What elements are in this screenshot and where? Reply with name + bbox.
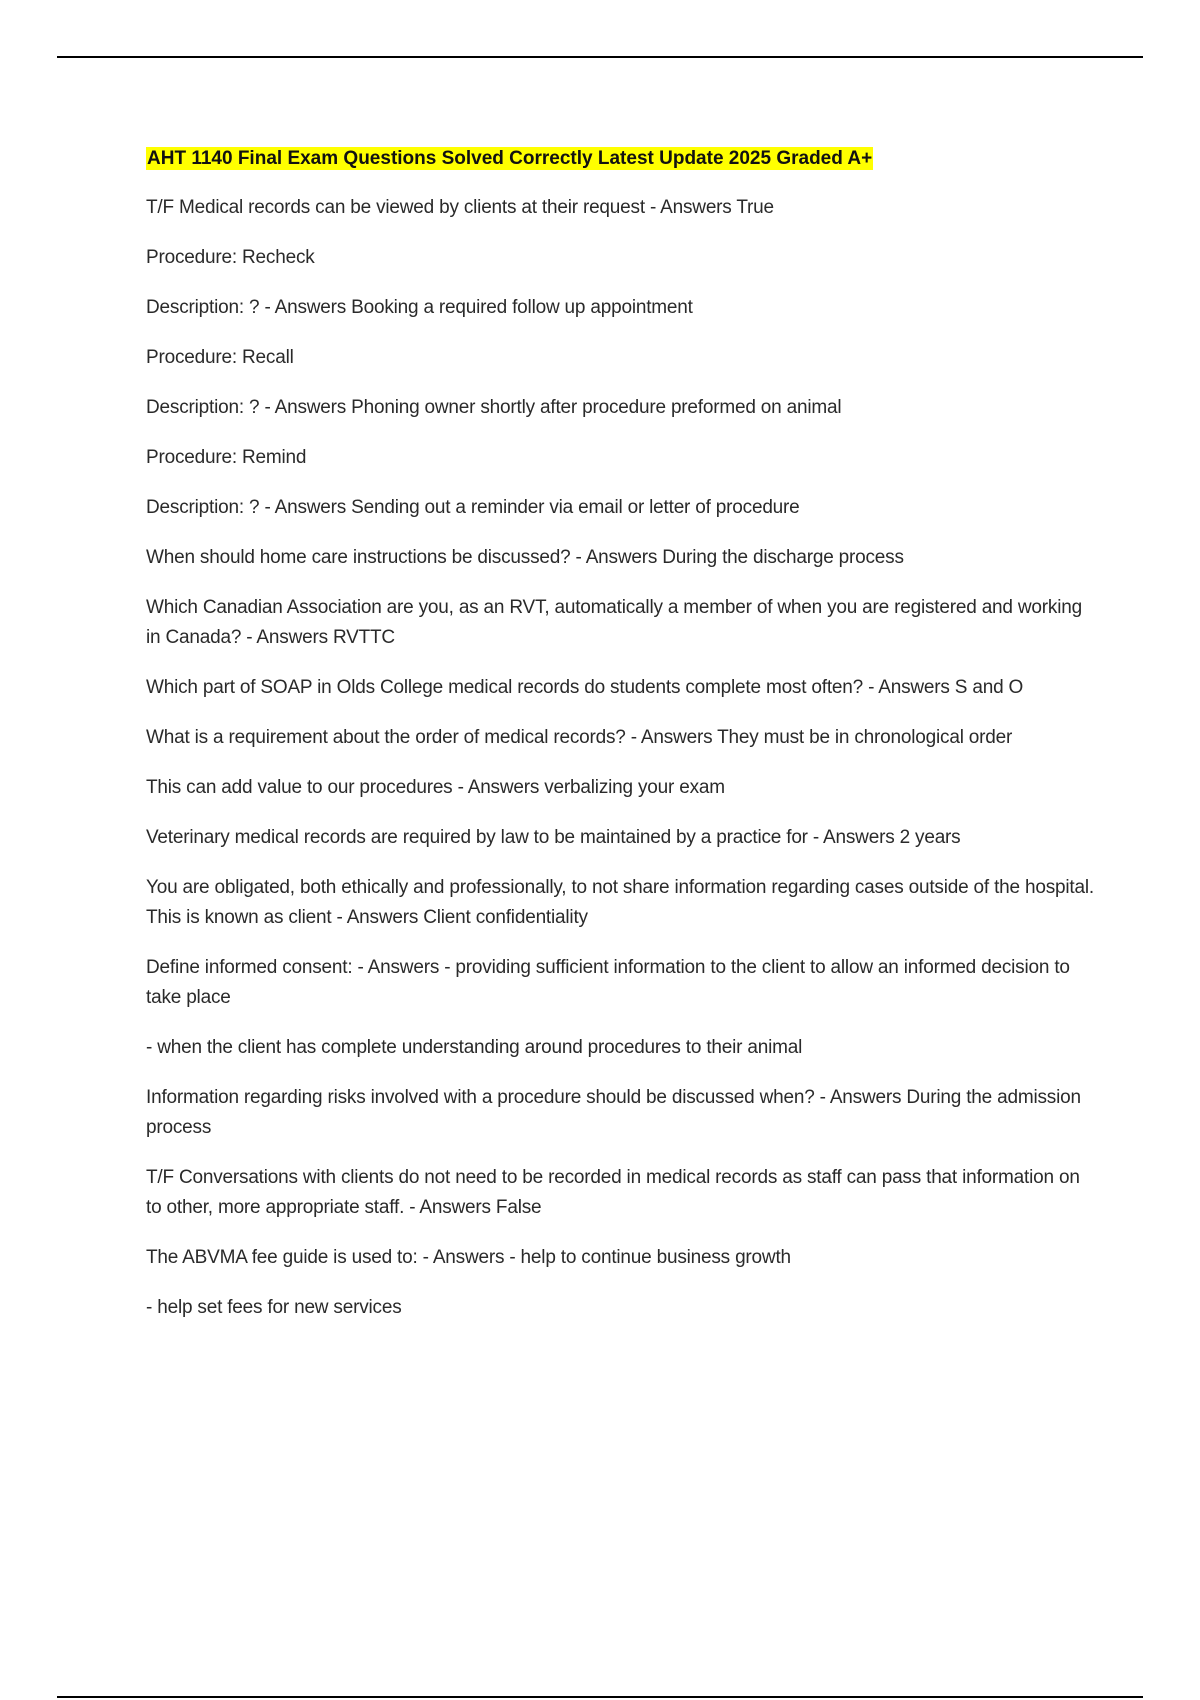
paragraph: Description: ? - Answers Booking a required follow up appointment	[146, 297, 693, 318]
paragraph: Procedure: Recall	[146, 347, 294, 368]
paragraph: Procedure: Recheck	[146, 247, 315, 268]
paragraph: - when the client has complete understanding around procedures to their animal	[146, 1037, 803, 1058]
paragraph: T/F Conversations with clients do not need to be recorded in medical records as staff can pass that information on to other, more appropriate staff. - Answers False	[146, 1167, 1080, 1218]
page-bottom-rule	[57, 1696, 1143, 1698]
document-title	[146, 144, 1096, 174]
paragraph: This can add value to our procedures - Answers verbalizing your exam	[146, 777, 725, 798]
title-highlight: AHT 1140 Final Exam Questions Solved Correctly Latest Update 2025 Graded A+	[147, 148, 873, 169]
paragraph: The ABVMA fee guide is used to: - Answers - help to continue business growth	[146, 1247, 791, 1268]
paragraph: Define informed consent: - Answers - providing sufficient information to the client to allow an informed decision to take place	[146, 957, 1070, 1008]
paragraph: When should home care instructions be discussed? - Answers During the discharge process	[146, 547, 904, 568]
paragraph: - help set fees for new services	[146, 1297, 402, 1318]
paragraph: Veterinary medical records are required by law to be maintained by a practice for - Answers 2 years	[146, 827, 961, 848]
paragraph: Procedure: Remind	[146, 447, 307, 468]
paragraph: What is a requirement about the order of medical records? - Answers They must be in chronological order	[146, 727, 1013, 748]
paragraph: Information regarding risks involved with a procedure should be discussed when? - Answers During the admission process	[146, 1087, 1081, 1138]
paragraph: Description: ? - Answers Phoning owner shortly after procedure preformed on animal	[146, 397, 842, 418]
paragraph: Which part of SOAP in Olds College medical records do students complete most often? - Answers S and O	[146, 677, 1024, 698]
paragraph: Which Canadian Association are you, as an RVT, automatically a member of when you are registered and working in Canada? - Answers RVTTC	[146, 597, 1082, 648]
document-body	[146, 144, 1096, 1343]
page-top-rule	[57, 56, 1143, 58]
paragraph: You are obligated, both ethically and professionally, to not share information regarding cases outside of the hospital. This is known as client - Answers Client confidentiality	[146, 877, 1094, 928]
paragraph: T/F Medical records can be viewed by clients at their request - Answers True	[146, 197, 774, 218]
paragraph: Description: ? - Answers Sending out a reminder via email or letter of procedure	[146, 497, 800, 518]
